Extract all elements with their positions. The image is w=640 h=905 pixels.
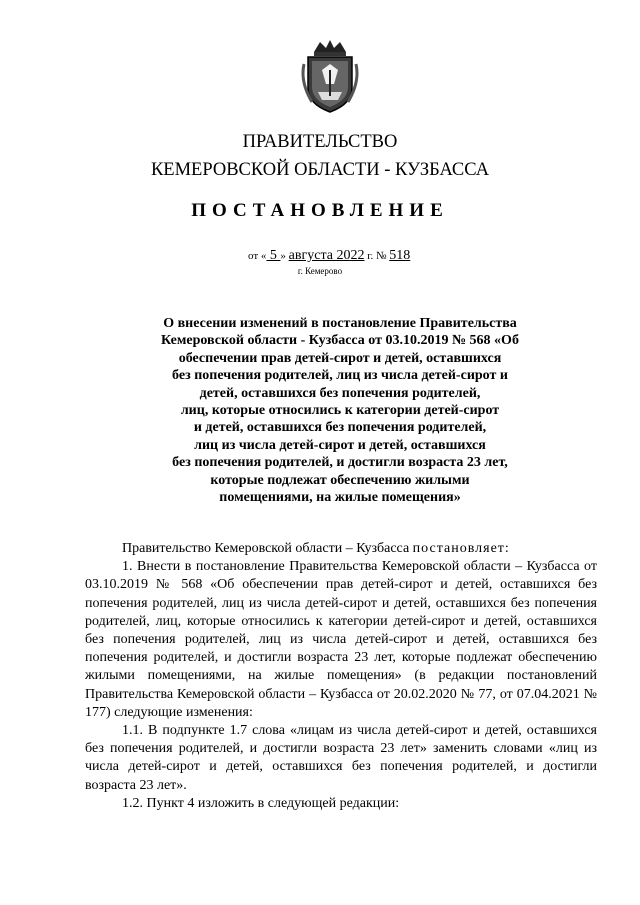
title-line: которые подлежат обеспечению жилыми <box>210 472 470 488</box>
title-line: без попечения родителей, и достигли возраста 23 лет, <box>172 455 508 471</box>
document-body <box>85 540 597 813</box>
date-day: 5 <box>266 248 281 263</box>
city: г. Кемерово <box>297 266 343 276</box>
title-line: без попечения родителей, лиц из числа детей-сирот и <box>172 368 508 384</box>
date-prefix: от « <box>248 250 267 262</box>
org-name-line1: ПРАВИТЕЛЬСТВО <box>242 132 398 152</box>
coat-of-arms-icon <box>300 40 360 114</box>
title-line: лиц из числа детей-сирот и детей, оставшихся <box>194 437 486 453</box>
title-line: О внесении изменений в постановление Правительства <box>163 316 517 331</box>
title-line: лиц, которые относились к категории детей-сирот <box>180 403 500 419</box>
number-prefix: № <box>376 250 390 262</box>
title-line: и детей, оставшихся без попечения родителей, <box>193 420 487 436</box>
title-line: обеспечении прав детей-сирот и детей, оставшихся <box>178 350 502 366</box>
intro-text: Правительство Кемеровской области – Кузбасса <box>122 541 413 556</box>
title-line: помещениями, на жилые помещения» <box>219 490 461 506</box>
date-mid: » <box>280 250 289 262</box>
org-name-line2: КЕМЕРОВСКОЙ ОБЛАСТИ - КУЗБАССА <box>150 160 490 180</box>
document-type: ПОСТАНОВЛЕНИЕ <box>191 200 449 221</box>
date-month-year: августа 2022 <box>288 248 365 263</box>
decree-word: постановляет: <box>412 541 510 556</box>
document-number: 518 <box>389 248 411 263</box>
document-title <box>140 315 540 506</box>
intro-paragraph <box>85 540 597 558</box>
paragraph-1: 1. Внести в постановление Правительства Кемеровской области – Кузбасса от 03.10.2019 № 568 «Об обеспечении прав детей-сирот и детей, оставшихся без попечения родителей, лиц из числа детей-сирот и детей, оставшихся без попечения родителей, лиц, которые относились к категории детей-сирот и детей, оставшихся без попечения родителей, лиц из числа детей-сирот и детей, оставшихся без попечения родителей, и достигли возраста 23 лет, которые подлежат обеспечению жилыми помещениями, на жилые помещения» (в редакции постановлений Правительства Кемеровской области – Кузбасса от 20.02.2020 № 77, от 07.04.2021 № 177) следующие изменения: <box>85 559 597 720</box>
title-line: Кемеровской области - Кузбасса от 03.10.2019 № 568 «Об <box>161 333 519 349</box>
paragraph-1-1: 1.1. В подпункте 1.7 слова «лицам из числа детей-сирот и детей, оставшихся без попечения родителей, и достигли возраста 23 лет» заменить словами «лиц из числа детей-сирот и детей, оставшихся без попечения родителей, и достигли возраста 23 лет». <box>85 723 597 793</box>
paragraph-1-2: 1.2. Пункт 4 изложить в следующей редакции: <box>122 795 400 811</box>
date-line <box>248 248 410 264</box>
title-line: детей, оставшихся без попечения родителей, <box>199 385 481 401</box>
date-year-suffix: г. <box>364 250 376 262</box>
